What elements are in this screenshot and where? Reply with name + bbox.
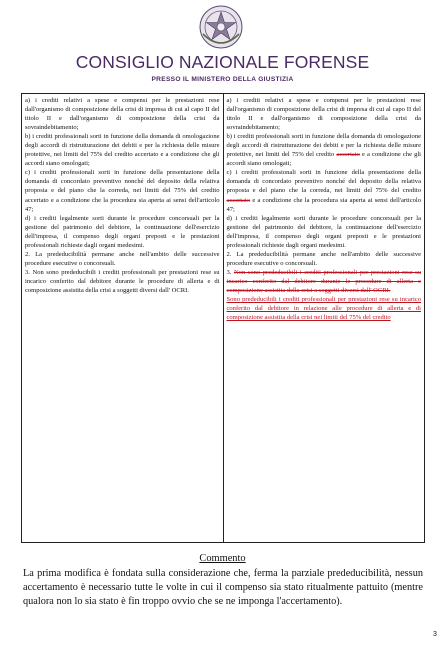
comment-heading: Commento	[199, 553, 246, 564]
deleted-text: accertato	[226, 196, 251, 204]
clause-b-text: b) i crediti professionali sorti in funzione della domanda di omologazione degli accordi di ristrutturazione dei debiti e per la richiesta delle misure protettive, nei limiti del 75% del credito	[226, 133, 421, 159]
amended-text-column	[223, 94, 425, 543]
clause-c-text: c) i crediti professionali sorti in funzione della presentazione della domanda di concordato preventivo nonché del deposito della relativa proposta e del piano che la correda, nei limiti del 75% del credito	[226, 169, 421, 195]
clause-d: d) i crediti legalmente sorti durante le procedure concorsuali per la gestione del patrimonio del debitore, la continuazione dell'esercizio dell'impresa, il compenso degli organi preposti e le prestazioni professionali richieste dagli organi medesimi.	[25, 214, 220, 249]
paragraph-3-number: 3.	[226, 268, 234, 276]
clause-b	[227, 132, 422, 168]
original-text-column	[22, 94, 224, 543]
paragraph-3	[227, 268, 422, 322]
clause-c-text-end: e a condizione che la procedura sia aperta ai sensi dell'articolo 47;	[226, 196, 421, 213]
comparison-table	[21, 93, 425, 543]
deleted-text: accertato	[336, 151, 360, 159]
paragraph-3: 3. Non sono prededucibili i crediti professionali per prestazioni rese su incarico conferito dal debitore durante le procedure di allerta e di composizione assistita della crisi a soggetti diversi dall' OCRI.	[25, 268, 220, 294]
clause-b-text-end: e a condizione che gli accordi siano omologati;	[226, 151, 421, 168]
page-number: 3	[433, 631, 437, 638]
clause-b: b) i crediti professionali sorti in funzione della domanda di omologazione degli accordi di ristrutturazione dei debiti e per la richiesta delle misure protettive, nei limiti del 75% del credito accertato e a condizione che gli accordi siano omologati;	[25, 133, 220, 168]
clause-c	[227, 168, 422, 213]
republic-emblem-icon	[198, 4, 244, 50]
organization-subtitle: PRESSO IL MINISTERO DELLA GIUSTIZIA	[151, 76, 294, 83]
paragraph-2: 2. La prededucibilità permane anche nell'ambito delle successive procedure esecutive o concorsuali.	[226, 250, 421, 267]
clause-a: a) i crediti relativi a spese e compensi per le prestazioni rese dall'organismo di composizione della crisi di impresa di cui al capo II del titolo II e dall'organismo di composizione della crisi da sovraindebitamento;	[25, 97, 220, 132]
comment-paragraph: La prima modifica è fondata sulla considerazione che, ferma la parziale prededucibilità, nessun accertamento è necessario tutte le volte in cui il compenso sia stato ritualmente pattuito (mentre qualora non lo sia stato è fin troppo ovvio che se ne imponga l'accertamento).	[23, 568, 423, 608]
organization-name: CONSIGLIO NAZIONALE FORENSE	[75, 52, 370, 72]
clause-d: d) i crediti legalmente sorti durante le procedure concorsuali per la gestione del patrimonio del debitore, la continuazione dell'esercizio dell'impresa, il compenso degli organi preposti e le prestazioni professionali richieste dagli organi medesimi.	[226, 214, 421, 249]
paragraph-2: 2. La prededucibilità permane anche nell'ambito delle successive procedure esecutive o concorsuali.	[25, 250, 220, 267]
clause-a: a) i crediti relativi a spese e compensi per le prestazioni rese dall'organismo di composizione della crisi di impresa di cui al capo II del titolo II e dall'organismo di composizione della crisi da sovraindebitamento;	[226, 97, 421, 132]
clause-c: c) i crediti professionali sorti in funzione della presentazione della domanda di concordato preventivo nonché del deposito della relativa proposta e del piano che la correda, nei limiti del 75% del credito accertato e a condizione che la procedura sia aperta ai sensi dell'articolo 47;	[25, 169, 220, 213]
deleted-text: Non sono prededucibili i crediti professionali per prestazioni rese su incarico conferito dal debitore durante le procedure di allerta e composizione assistita della crisi a soggetti diversi dall' OCRI.	[226, 268, 422, 294]
inserted-text: Sono prededucibili i crediti professionali per prestazioni rese su incarico conferito dal debitore in relazione alle procedure di allerta e di composizione assistita della crisi nei limiti del 75% del credito	[226, 296, 421, 322]
